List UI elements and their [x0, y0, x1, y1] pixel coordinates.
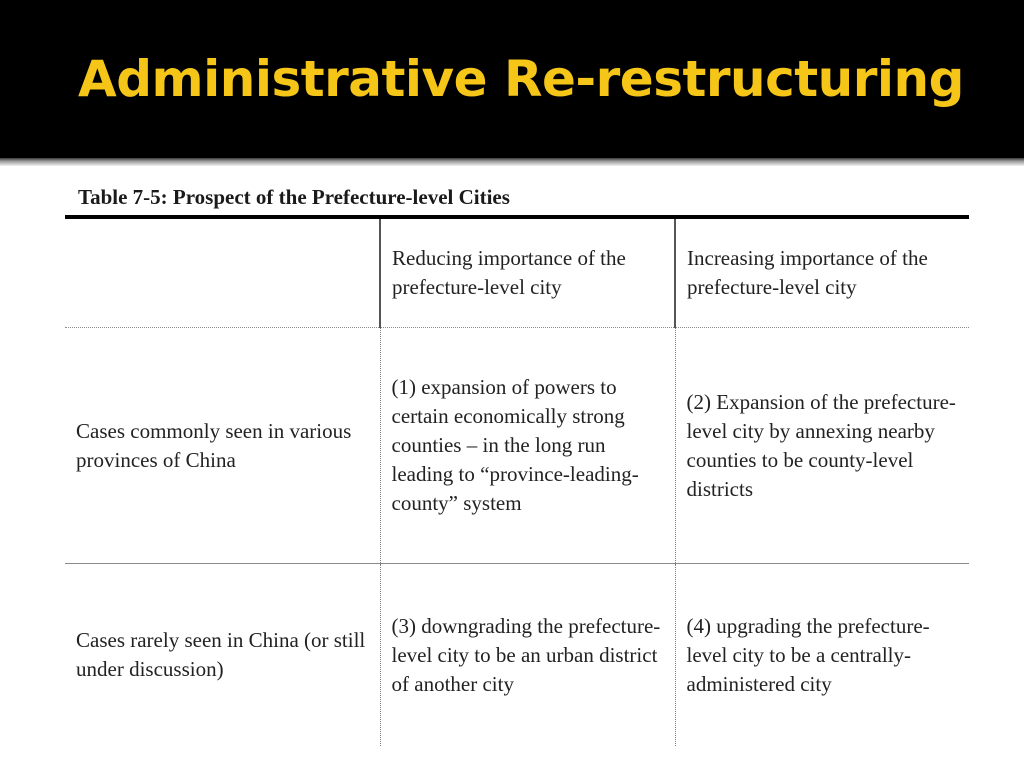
- increasing-text: (2) Expansion of the prefecture-level city by annexing nearby counties to be county-level districts: [686, 389, 956, 501]
- reducing-cell: [380, 564, 675, 747]
- prospect-table: [65, 215, 969, 746]
- row-label-cell: [65, 564, 380, 747]
- increasing-text: (4) upgrading the prefecture-level city to be a centrally-administered city: [686, 613, 930, 696]
- header-cell-reducing: [380, 217, 675, 328]
- increasing-cell: [675, 564, 969, 747]
- table-row: [65, 328, 969, 564]
- row-label: Cases rarely seen in China (or still under discussion): [76, 628, 366, 681]
- slide-title: Administrative Re-restructuring: [78, 50, 964, 108]
- header-increasing-label: Increasing importance of the prefecture-level city: [687, 246, 928, 299]
- title-divider: [0, 158, 1024, 166]
- table-caption: Table 7-5: Prospect of the Prefecture-level Cities: [78, 185, 510, 209]
- increasing-cell: [675, 328, 969, 564]
- table-header-row: [65, 217, 969, 328]
- row-label: Cases commonly seen in various provinces of China: [76, 418, 352, 472]
- row-label-cell: [65, 328, 380, 564]
- header-reducing-label: Reducing importance of the prefecture-level city: [392, 246, 626, 299]
- prospect-table-container: [65, 215, 969, 746]
- header-cell-empty: [65, 217, 380, 328]
- reducing-text: (1) expansion of powers to certain economically strong counties – in the long run leading to “province-leading-county” system: [391, 375, 639, 515]
- header-cell-increasing: [675, 217, 969, 328]
- reducing-cell: [380, 328, 675, 564]
- table-row: [65, 564, 969, 747]
- reducing-text: (3) downgrading the prefecture-level city to be an urban district of another city: [391, 613, 661, 696]
- title-bar: [0, 0, 1024, 158]
